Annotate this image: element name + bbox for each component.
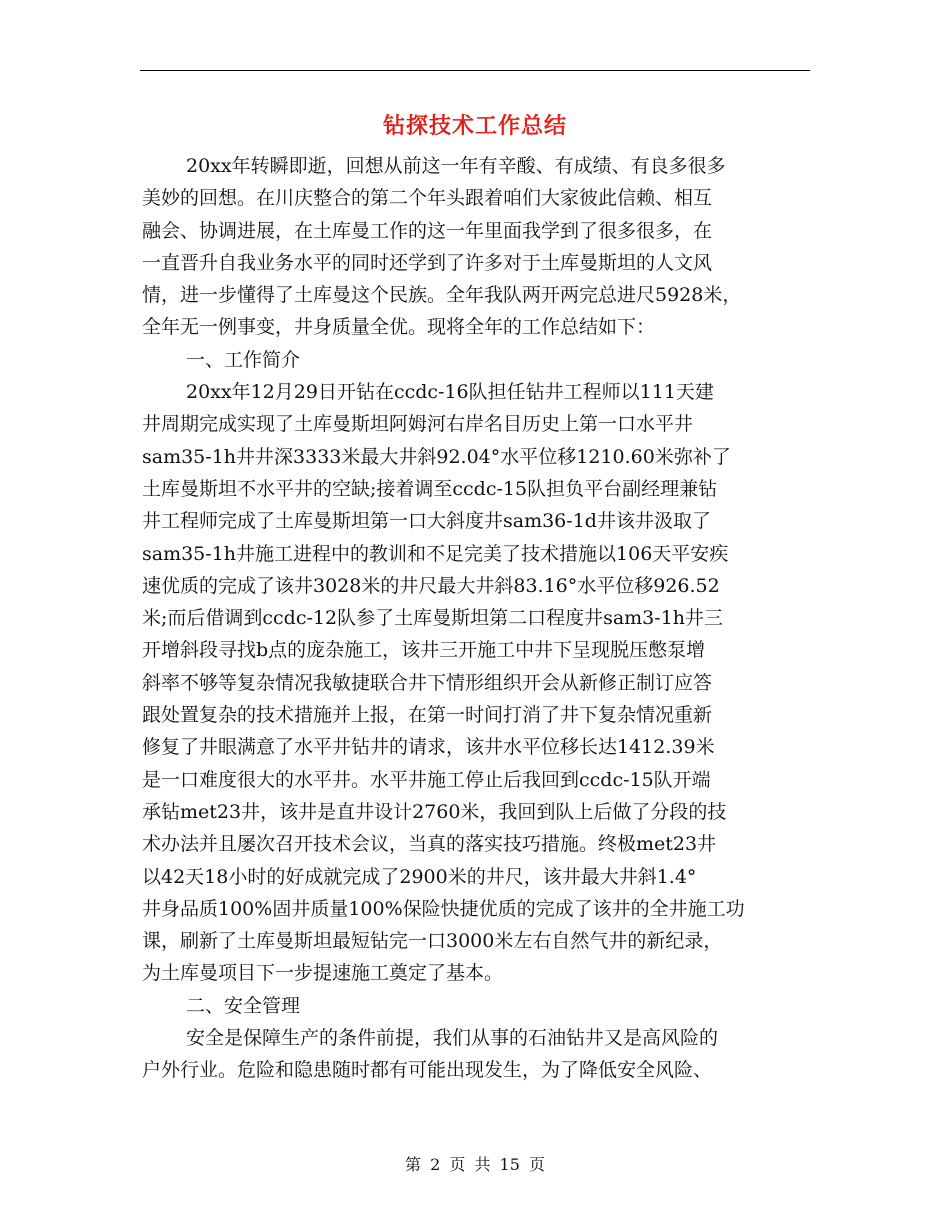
text-line: sam35-1h井井深3333米最大井斜92.04°水平位移1210.60米弥补了 xyxy=(142,445,731,468)
text-line: 以42天18小时的好成就完成了2900米的井尺，该井最大井斜1.4° xyxy=(142,865,697,888)
text-line: 米;而后借调到ccdc-12队参了土库曼斯坦第二口程度井sam3-1h井三 xyxy=(142,607,724,630)
text-line: 术办法并且屡次召开技术会议，当真的落实技巧措施。终极met23井 xyxy=(142,833,717,856)
text-line: 井周期完成实现了土库曼斯坦阿姆河右岸名目历史上第一口水平井 xyxy=(142,413,694,436)
text-line: 20xx年转瞬即逝，回想从前这一年有辛酸、有成绩、有良多很多 xyxy=(186,155,726,177)
text-line: 是一口难度很大的水平井。水平井施工停止后我回到ccdc-15队开端 xyxy=(142,768,711,791)
text-line: 跟处置复杂的技术措施并上报，在第一时间打消了井下复杂情况重新 xyxy=(142,704,713,727)
text-line: 二、安全管理 xyxy=(186,994,301,1017)
page-number-footer: 第 2 页 共 15 页 xyxy=(405,1155,545,1174)
text-line: 融会、协调进展，在土库曼工作的这一年里面我学到了很多很多，在 xyxy=(142,219,713,242)
text-line: 课，刷新了土库曼斯坦最短钻完一口3000米左右自然气井的新纪录， xyxy=(142,930,723,953)
text-line: 开增斜段寻找b点的庞杂施工，该井三开施工中井下呈现脱压憋泵增 xyxy=(142,639,706,662)
text-line: 户外行业。危险和隐患随时都有可能出现发生，为了降低安全风险、 xyxy=(142,1059,713,1082)
text-line: 一、工作简介 xyxy=(186,348,301,371)
text-line: 井工程师完成了土库曼斯坦第一口大斜度井sam36-1d井该井汲取了 xyxy=(142,510,711,533)
text-line: 速优质的完成了该井3028米的井尺最大井斜83.16°水平位移926.52 xyxy=(142,574,720,597)
text-line: 情，进一步懂得了土库曼这个民族。全年我队两开两完总进尺5928米， xyxy=(142,284,742,307)
text-line: 承钻met23井，该井是直井设计2760米，我回到队上后做了分段的技 xyxy=(142,800,727,823)
text-line: 一直晋升自我业务水平的同时还学到了许多对于土库曼斯坦的人文风 xyxy=(142,251,713,274)
text-line: 为土库曼项目下一步提速施工奠定了基本。 xyxy=(142,962,504,985)
text-line: sam35-1h井施工进程中的教训和不足完美了技术措施以106天平安疾 xyxy=(142,542,729,565)
text-line: 全年无一例事变，井身质量全优。现将全年的工作总结如下： xyxy=(142,316,656,339)
document-body xyxy=(142,150,812,1087)
header-rule xyxy=(140,70,810,71)
text-line: 20xx年12月29日开钻在ccdc-16队担任钻井工程师以111天建 xyxy=(186,381,714,404)
document-title: 钻探技术工作总结 xyxy=(382,113,567,139)
text-line: 土库曼斯坦不水平井的空缺;接着调至ccdc-15队担负平台副经理兼钻 xyxy=(142,477,718,500)
text-line: 斜率不够等复杂情况我敏捷联合井下情形组织开会从新修正制订应答 xyxy=(142,671,713,694)
text-line: 井身品质100%固井质量100%保险快捷优质的完成了该井的全井施工功 xyxy=(142,897,745,920)
text-line: 安全是保障生产的条件前提，我们从事的石油钻井又是高风险的 xyxy=(186,1027,719,1050)
text-line: 美妙的回想。在川庆整合的第二个年头跟着咱们大家彼此信赖、相互 xyxy=(142,187,713,210)
text-line: 修复了井眼满意了水平井钻井的请求，该井水平位移长达1412.39米 xyxy=(142,736,715,759)
